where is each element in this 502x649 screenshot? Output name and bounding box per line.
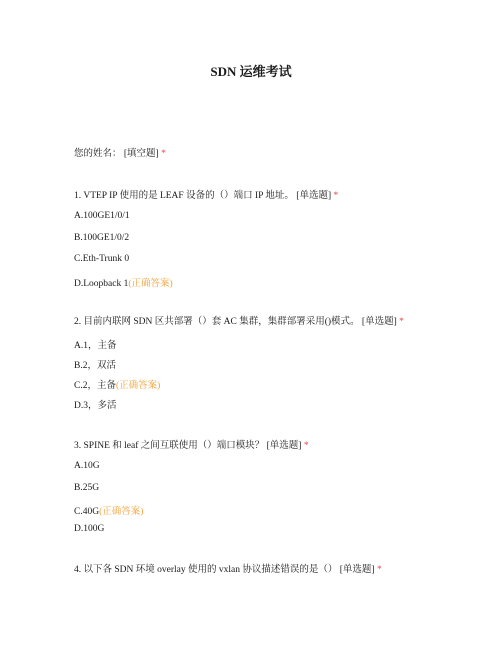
option-q3-b[interactable] [74, 483, 99, 493]
question-2 [74, 313, 404, 327]
option-text: C.2，主备 [74, 381, 116, 391]
question-4 [74, 561, 382, 575]
document-title: SDN 运维考试 [210, 64, 292, 79]
option-q1-b[interactable] [74, 233, 129, 243]
option-text: D.3，多活 [74, 401, 117, 411]
option-q3-c[interactable] [74, 503, 143, 517]
question-type: [单选题] [296, 191, 332, 201]
option-q1-c[interactable] [74, 254, 129, 264]
question-text: 1. VTEP IP 使用的是 LEAF 设备的（）端口 IP 地址。 [74, 191, 294, 201]
question-3 [74, 437, 309, 451]
option-text: B.25G [74, 483, 100, 493]
question-text: 2. 目前内联网 SDN 区共部署（）套 AC 集群，集群部署采用()模式。 [74, 317, 360, 327]
option-text: B.100GE1/0/2 [74, 233, 130, 243]
correct-answer-label: (正确答案) [99, 507, 144, 517]
question-type: [单选题] [266, 441, 302, 451]
question-text: 3. SPINE 和 leaf 之间互联使用（）端口模块？ [74, 441, 265, 451]
question-type: [单选题] [339, 565, 375, 575]
question-type: [单选题] [361, 317, 397, 327]
option-text: D.100G [74, 524, 105, 534]
question-1 [74, 187, 338, 201]
name-field[interactable] [74, 145, 166, 159]
option-text: C.40G [74, 507, 100, 517]
option-q1-d[interactable] [74, 275, 173, 289]
name-field-type: [填空题] [123, 149, 159, 159]
option-q3-d[interactable] [74, 524, 104, 534]
option-text: A.100GE1/0/1 [74, 211, 130, 221]
name-field-label: 您的姓名： [74, 149, 122, 159]
option-text: B.2，双活 [74, 361, 116, 371]
option-text: A.1，主备 [74, 341, 117, 351]
option-q1-a[interactable] [74, 211, 130, 221]
option-text: C.Eth-Trunk 0 [74, 254, 130, 264]
option-q2-b[interactable] [74, 357, 116, 371]
required-mark: * [303, 441, 309, 451]
required-mark: * [161, 149, 166, 159]
required-mark: * [399, 317, 404, 327]
option-text: A.10G [74, 461, 100, 471]
option-q3-a[interactable] [74, 461, 100, 471]
correct-answer-label: (正确答案) [115, 381, 161, 391]
option-q2-d[interactable] [74, 397, 117, 411]
option-q2-c[interactable] [74, 377, 160, 391]
option-q2-a[interactable] [74, 337, 117, 351]
required-mark: * [376, 565, 382, 575]
option-text: D.Loopback 1 [74, 279, 129, 289]
correct-answer-label: (正确答案) [128, 279, 173, 289]
required-mark: * [333, 191, 339, 201]
question-text: 4. 以下各 SDN 环境 overlay 使用的 vxlan 协议描述错误的是（） [74, 565, 338, 575]
